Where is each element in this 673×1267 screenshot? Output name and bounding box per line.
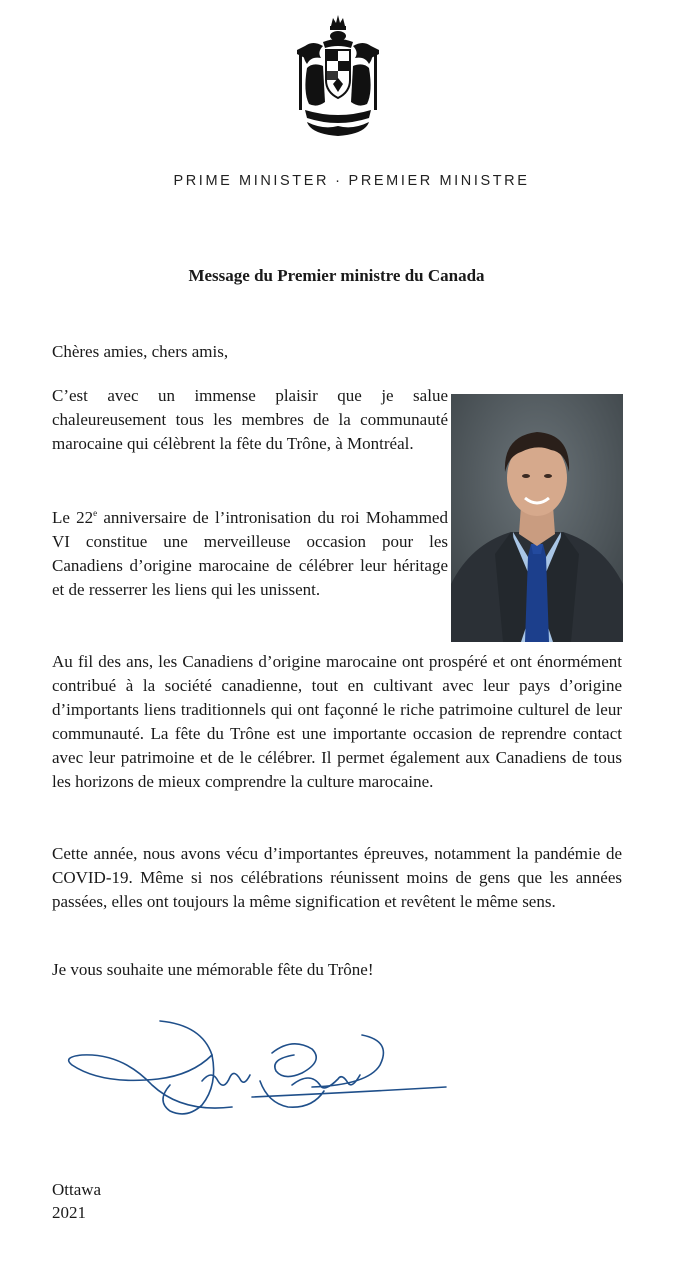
paragraph-2 xyxy=(52,506,448,602)
office-fr: PREMIER MINISTRE xyxy=(348,173,530,189)
office-en: PRIME MINISTER xyxy=(173,173,330,189)
office-separator: · xyxy=(335,173,343,189)
paragraph-2-rest: anniversaire de l’intronisation du roi Mohammed VI constitue une merveilleuse occasion pour les Canadiens d’origine marocaine de célébrer leur héritage et de resserrer les liens qui les unissent. xyxy=(52,508,448,599)
coat-of-arms-icon xyxy=(293,12,383,140)
paragraph-3: Au fil des ans, les Canadiens d’origine marocaine ont prospéré et ont énormément contribué à la société canadienne, tout en cultivant avec leur pays d’origine d’importants liens traditionnels qui ont façonné le riche patrimoine culturel de leur communauté. La fête du Trône est une importante occasion de reprendre contact avec leur patrimoine et de le célébrer. Il permet également aux Canadiens de tous les horizons de mieux comprendre la culture marocaine. xyxy=(52,652,622,791)
place: Ottawa xyxy=(52,1180,102,1199)
signature xyxy=(62,1015,452,1125)
ordinal-superscript: e xyxy=(93,508,98,518)
paragraph-1: C’est avec un immense plaisir que je salue chaleureusement tous les membres de la communauté marocaine qui célèbrent la fête du Trône, à Montréal. xyxy=(52,386,448,453)
closing-line: Je vous souhaite une mémorable fête du Trône! xyxy=(52,960,374,979)
portrait-photo xyxy=(451,394,623,642)
office-designation xyxy=(0,173,673,189)
year: 2021 xyxy=(52,1203,86,1222)
paragraph-4: Cette année, nous avons vécu d’importantes épreuves, notamment la pandémie de COVID-19. Même si nos célébrations réunissent moins de gens que les années passées, elles ont toujours la même signification et revêtent le même sens. xyxy=(52,844,622,911)
letter-title: Message du Premier ministre du Canada xyxy=(188,266,485,285)
paragraph-2-start: Le 22 xyxy=(52,508,94,527)
salutation: Chères amies, chers amis, xyxy=(52,342,229,361)
